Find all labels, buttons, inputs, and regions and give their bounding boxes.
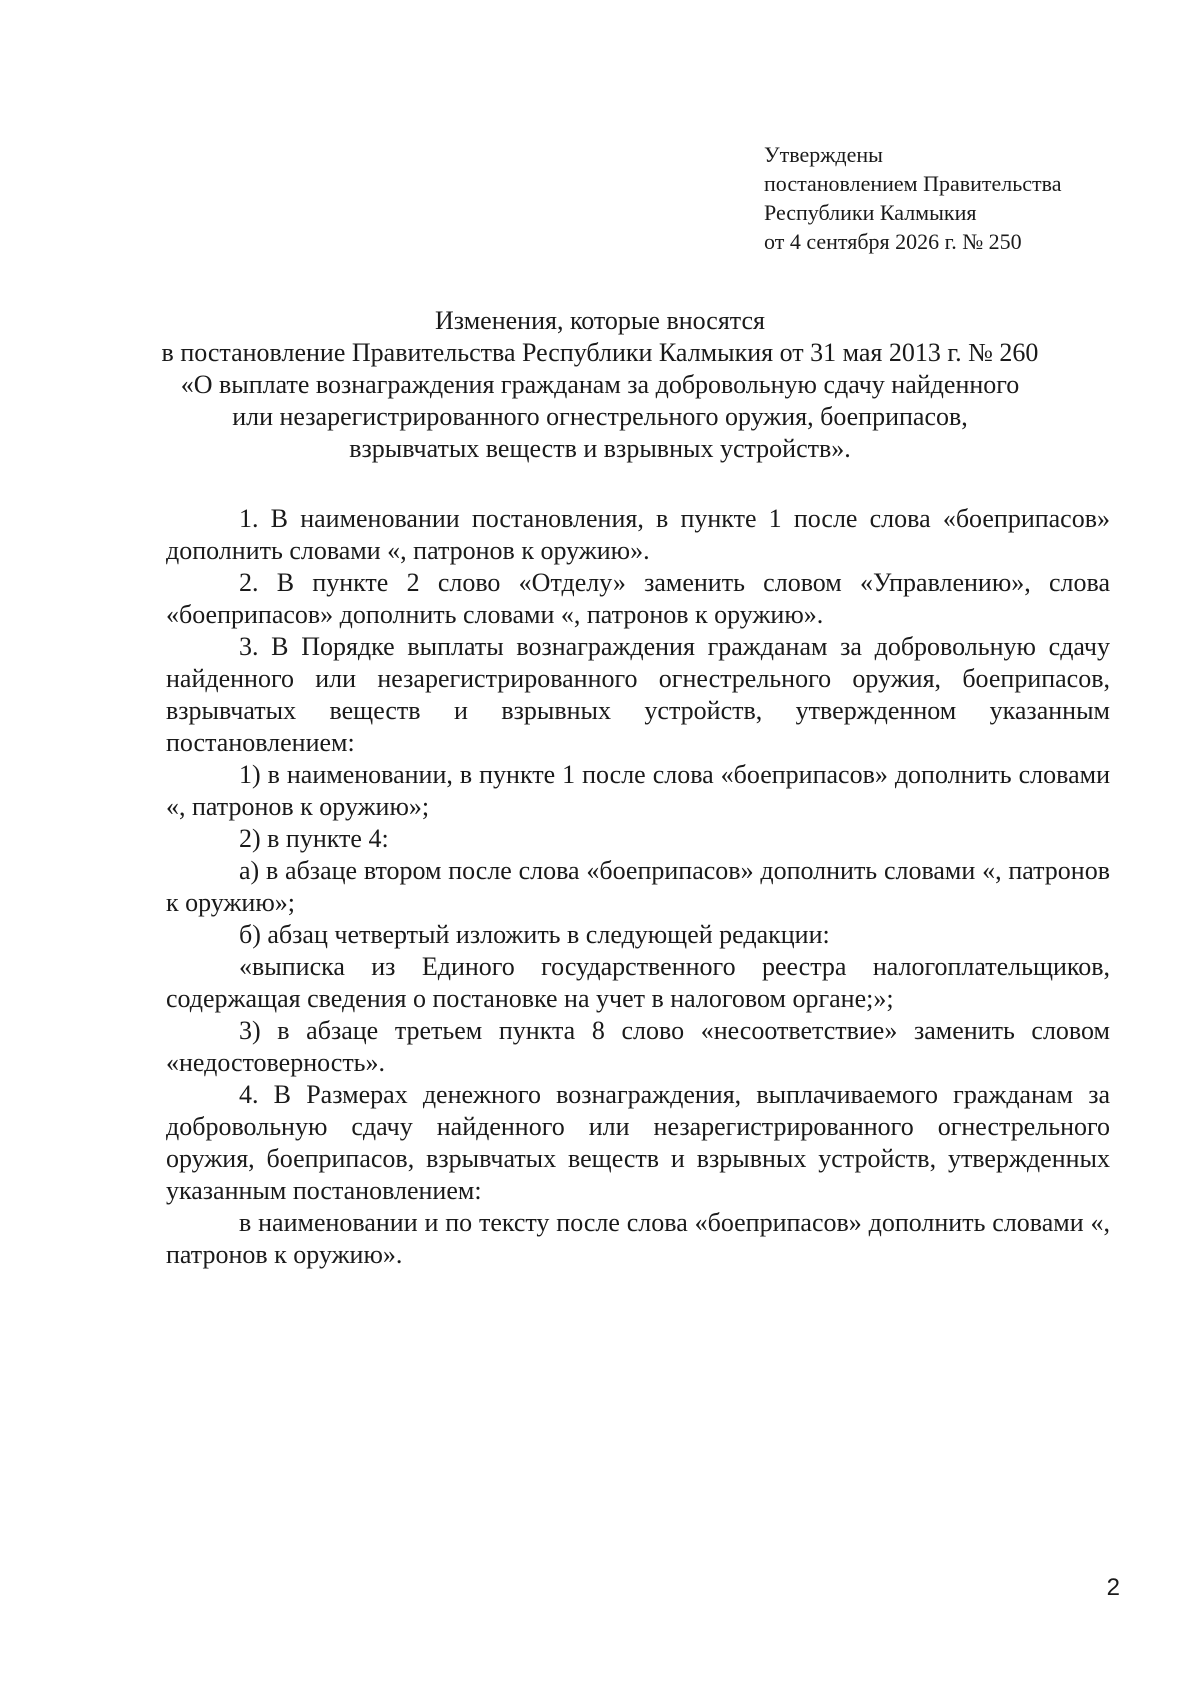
- title-line: или незарегистрированного огнестрельного оружия, боеприпасов,: [232, 402, 968, 431]
- approval-line: Утверждены: [764, 142, 883, 167]
- approval-block: [764, 140, 1164, 256]
- title-line: в постановление Правительства Республики Калмыкия от 31 мая 2013 г. № 260: [161, 338, 1039, 367]
- page-number: 2: [1106, 1574, 1120, 1601]
- quoted-text: «выписка из Единого государственного реестра налогоплательщиков, содержащая сведения о постановке на учет в налоговом органе;»;: [166, 952, 1110, 1013]
- subparagraph-3-1: 1) в наименовании, в пункте 1 после слова «боеприпасов» дополнить словами «, патронов к оружию»;: [166, 760, 1110, 821]
- paragraph-4: 4. В Размерах денежного вознаграждения, выплачиваемого гражданам за добровольную сдачу найденного или незарегистрированного огнестрельного оружия, боеприпасов, взрывчатых веществ и взрывных устройств, утвержденных указанным постановлением:: [166, 1080, 1110, 1205]
- title-line: «О выплате вознаграждения гражданам за добровольную сдачу найденного: [180, 370, 1020, 399]
- subparagraph-3-2-b: б) абзац четвертый изложить в следующей редакции:: [239, 920, 830, 949]
- subparagraph-3-2: 2) в пункте 4:: [239, 824, 389, 853]
- document-body: [166, 503, 1110, 1271]
- paragraph-2: 2. В пункте 2 слово «Отделу» заменить словом «Управлению», слова «боеприпасов» дополнить словами «, патронов к оружию».: [166, 568, 1110, 629]
- approval-line: постановлением Правительства: [764, 171, 1062, 196]
- approval-line: Республики Калмыкия: [764, 200, 977, 225]
- paragraph-1: 1. В наименовании постановления, в пункте 1 после слова «боеприпасов» дополнить словами «, патронов к оружию».: [166, 504, 1110, 565]
- title-line: взрывчатых веществ и взрывных устройств».: [349, 434, 851, 463]
- title-line: Изменения, которые вносятся: [435, 306, 765, 335]
- paragraph-3: 3. В Порядке выплаты вознаграждения гражданам за добровольную сдачу найденного или незарегистрированного огнестрельного оружия, боеприпасов, взрывчатых веществ и взрывных устройств, утвержденном указанным постановлением:: [166, 632, 1110, 757]
- paragraph-4-text: в наименовании и по тексту после слова «боеприпасов» дополнить словами «, патронов к оружию».: [166, 1208, 1110, 1269]
- subparagraph-3-2-a: а) в абзаце втором после слова «боеприпасов» дополнить словами «, патронов к оружию»;: [166, 856, 1110, 917]
- subparagraph-3-3: 3) в абзаце третьем пункта 8 слово «несоответствие» заменить словом «недостоверность».: [166, 1016, 1110, 1077]
- approval-line: от 4 сентября 2026 г. № 250: [764, 229, 1022, 254]
- document-title: [120, 305, 1080, 465]
